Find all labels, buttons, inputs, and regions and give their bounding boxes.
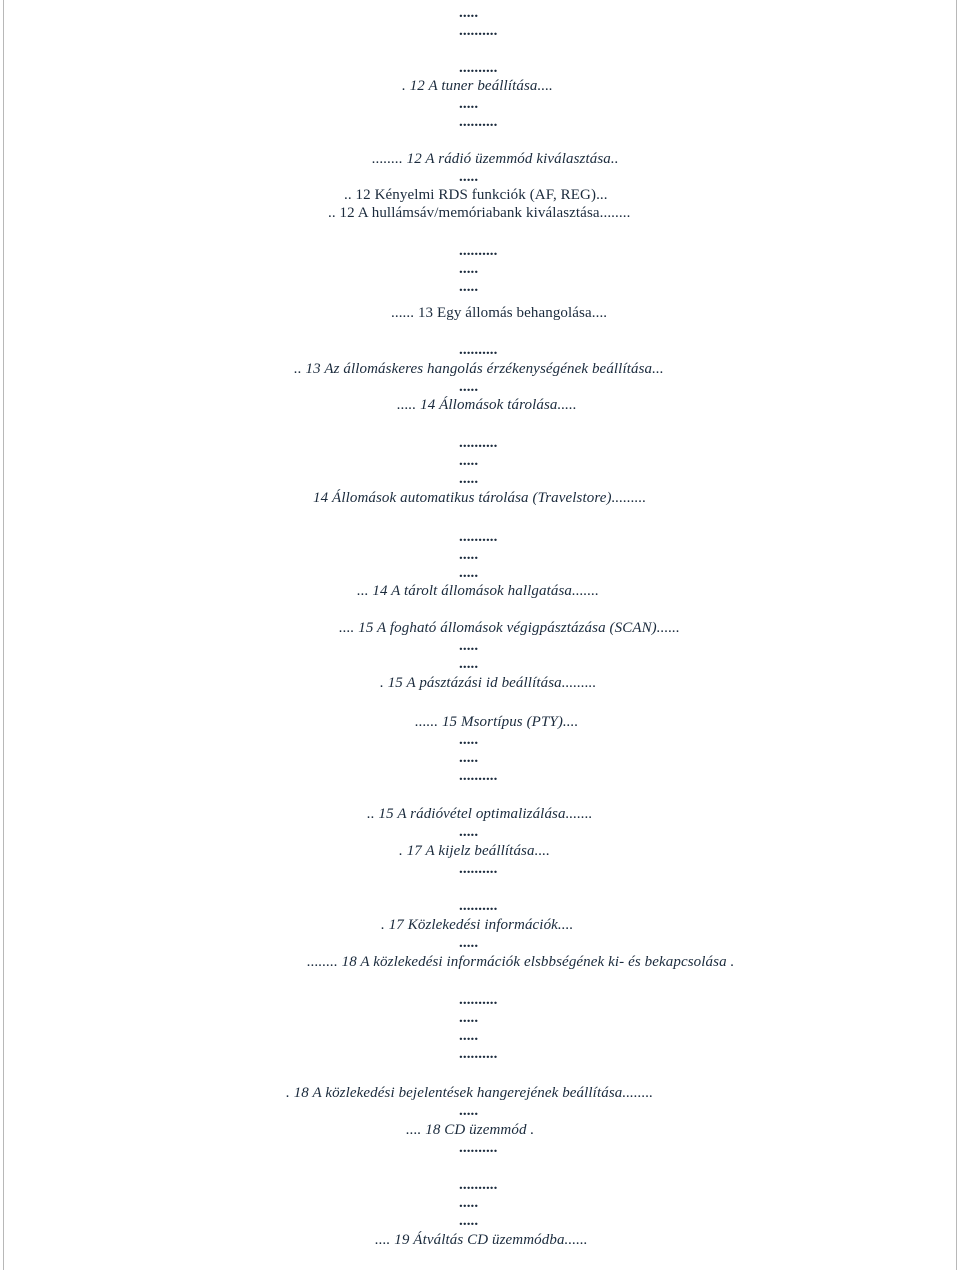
toc-entry: . 17 A kijelz beállítása....: [399, 843, 550, 859]
toc-leader-dots: ..........: [459, 243, 498, 259]
toc-leader-dots: .....: [459, 1213, 479, 1229]
toc-entry: .. 12 Kényelmi RDS funkciók (AF, REG)...: [344, 187, 608, 203]
toc-leader-dots: .....: [459, 261, 479, 277]
toc-entry: ........ 18 A közlekedési információk elsbbségének ki- és bekapcsolása .: [307, 954, 735, 970]
toc-leader-dots: .....: [459, 96, 479, 112]
toc-leader-dots: ..........: [459, 435, 498, 451]
toc-leader-dots: ..........: [459, 342, 498, 358]
toc-entry: .. 12 A hullámsáv/memóriabank kiválasztása........: [328, 205, 631, 221]
toc-leader-dots: .....: [459, 453, 479, 469]
toc-leader-dots: .....: [459, 1103, 479, 1119]
toc-entry: .. 13 Az állomáskeres hangolás érzékenységének beállítása...: [294, 361, 664, 377]
toc-entry: 14 Állomások automatikus tárolása (Travelstore).........: [313, 490, 647, 506]
toc-leader-dots: .....: [459, 379, 479, 395]
toc-entry: . 17 Közlekedési információk....: [381, 917, 574, 933]
toc-leader-dots: .....: [459, 169, 479, 185]
toc-entry: . 18 A közlekedési bejelentések hangerejének beállítása........: [286, 1085, 654, 1101]
toc-leader-dots: .....: [459, 547, 479, 563]
toc-entry: . 15 A pásztázási id beállítása.........: [380, 675, 597, 691]
toc-leader-dots: ..........: [459, 114, 498, 130]
toc-entry: ...... 13 Egy állomás behangolása....: [391, 305, 608, 321]
toc-leader-dots: .....: [459, 471, 479, 487]
toc-leader-dots: .....: [459, 1010, 479, 1026]
toc-entry: .... 18 CD üzemmód .: [406, 1122, 535, 1138]
toc-leader-dots: ..........: [459, 1177, 498, 1193]
toc-leader-dots: .....: [459, 638, 479, 654]
toc-leader-dots: .....: [459, 656, 479, 672]
toc-leader-dots: .....: [459, 5, 479, 21]
toc-leader-dots: ..........: [459, 23, 498, 39]
toc-entry: .... 19 Átváltás CD üzemmódba......: [375, 1232, 588, 1248]
page-left-border: [3, 0, 4, 1270]
toc-leader-dots: .....: [459, 1028, 479, 1044]
toc-entry: . 12 A tuner beállítása....: [402, 78, 553, 94]
toc-leader-dots: ..........: [459, 1046, 498, 1062]
toc-entry: ... 14 A tárolt állomások hallgatása.......: [357, 583, 599, 599]
toc-leader-dots: .....: [459, 824, 479, 840]
toc-leader-dots: ..........: [459, 992, 498, 1008]
toc-entry: ..... 14 Állomások tárolása.....: [397, 397, 577, 413]
toc-leader-dots: ..........: [459, 898, 498, 914]
toc-entry: ...... 15 Msortípus (PTY)....: [415, 714, 579, 730]
toc-leader-dots: ..........: [459, 768, 498, 784]
toc-entry: .. 15 A rádióvétel optimalizálása.......: [367, 806, 593, 822]
toc-leader-dots: .....: [459, 279, 479, 295]
toc-leader-dots: .....: [459, 732, 479, 748]
toc-leader-dots: ..........: [459, 1140, 498, 1156]
toc-leader-dots: .....: [459, 1195, 479, 1211]
toc-leader-dots: .....: [459, 565, 479, 581]
toc-leader-dots: ..........: [459, 60, 498, 76]
page-right-border: [956, 0, 957, 1270]
toc-leader-dots: ..........: [459, 529, 498, 545]
toc-entry: ........ 12 A rádió üzemmód kiválasztása..: [372, 151, 619, 167]
toc-leader-dots: ..........: [459, 861, 498, 877]
toc-leader-dots: .....: [459, 750, 479, 766]
toc-leader-dots: .....: [459, 935, 479, 951]
toc-entry: .... 15 A fogható állomások végigpásztázása (SCAN)......: [339, 620, 680, 636]
